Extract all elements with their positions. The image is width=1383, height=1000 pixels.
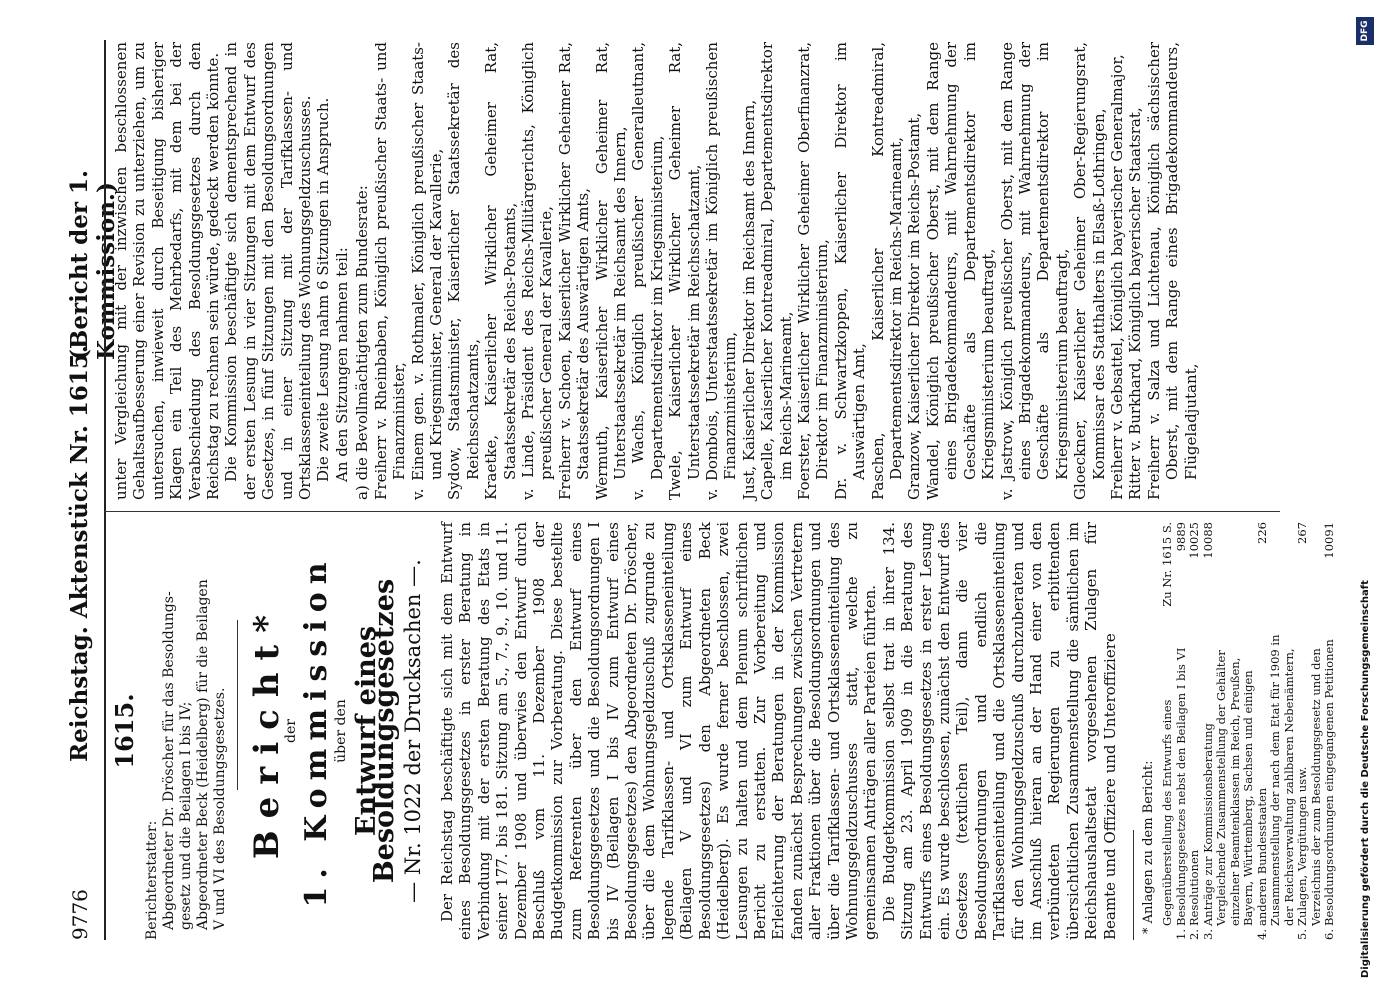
footnote-item <box>1310 522 1337 940</box>
page-number: 9776 <box>68 889 92 940</box>
list-item: Wandel, Königlich preußischer Oberst, mit dem Range eines Brigadekommandeurs, mit Wahrnehmung der Geschäfte als Departementsdirektor im Kriegsministerium beauftragt, <box>923 42 998 500</box>
footnote-page: 10091 <box>1322 522 1337 559</box>
list-item: Dr. v. Schwartzkoppen, Kaiserlicher Direktor im Auswärtigen Amt, <box>831 42 869 500</box>
footnote-page: 10025 <box>1187 522 1202 559</box>
footnote-number: 1. <box>1173 929 1188 940</box>
list-item: v. Dombois, Unterstaatssekretär im Königlich preußischen Finanzministerium, <box>703 42 740 500</box>
list-item: Granzow, Kaiserlicher Direktor im Reichs-Postamt, <box>905 112 924 500</box>
list-item: Gloeckner, Kaiserlicher Geheimer Ober-Regierungsrat, Kommissar des Statthalters in Elsaß-Lothringen, <box>1071 42 1108 500</box>
list-item: v. Linde, Präsident des Reichs-Militärgerichts, Königlich preußischer General der Kavallerie, <box>518 42 556 500</box>
footnote-rule <box>1133 830 1134 940</box>
footnote-list <box>1161 522 1337 940</box>
body-paragraph: Der Reichstag beschäftigte sich mit dem Entwurf eines Besoldungsgesetzes in erster Beratung in Verbindung mit der ersten Beratung des Etats in seiner 177. bis 181. Sitzung am 5., 7., 9., 10. und 11. Dezember 1908 und überwies den Entwurf durch Beschluß vom 11. Dezember 1908 der Budgetkommission zur Vorberatung. Diese bestellte zum Referenten über den Entwurf eines Besoldungsgesetzes und die Besoldungsordnungen I bis IV (Beilagen I bis IV zum Entwurf eines Besoldungsgesetzes) den Abgeordneten Dr. Dröscher, über die dem Wohnungsgeldzuschuß zugrunde zu legende Tarifklassen- und Ortsklasseneinteilung (Beilagen V und VI zum Entwurf eines Besoldungsgesetzes) den Abgeordneten Beck (Heidelberg). Es wurde ferner beschlossen, zwei Lesungen zu halten und dem Plenum schriftlichen Bericht zu erstatten. Zur Vorbereitung und Erleichterung der Beratungen in der Kommission fanden zunächst Besprechungen zwischen Vertretern aller Fraktionen über die Besoldungsordnungen und über die Tarifklassen- und Ortsklasseneinteilung des Wohnungsgeldzuschusses statt, welche zu gemeinsamen Anträgen aller Parteien führten. <box>438 522 880 940</box>
document-number: 1615. <box>110 693 139 769</box>
list-item: v. Einem gen. v. Rothmaler, Königlich preußischer Staats- und Kriegsminister, General der Kavallerie, <box>408 42 445 500</box>
reporter-line: V und VI des Besoldungsgesetzes. <box>212 687 228 930</box>
footnote-page: 267 <box>1295 522 1310 544</box>
list-heading: a) die Bevollmächtigten zum Bundesrate: <box>353 185 372 500</box>
member-list <box>372 42 1200 500</box>
footnote-item <box>1215 522 1269 940</box>
list-item: Freiherr v. Rheinbaben, Königlich preußischer Staats- und Finanzminister, <box>371 42 409 500</box>
footnote-item <box>1161 522 1188 940</box>
reporter-line: Abgeordneter Beck (Heidelberg) für die Beilagen <box>195 579 211 930</box>
footnote-number: 5. <box>1295 929 1310 940</box>
commission-title: 1. Kommission <box>299 554 334 908</box>
footnote-text: Verzeichnis der zum Besoldungsgesetz und den Besoldungsordnungen eingegangenen Petitionen <box>1308 639 1337 926</box>
footnote-page: Zu Nr. 1615 S. 9889 <box>1160 522 1188 607</box>
list-item: Just, Kaiserlicher Direktor im Reichsamt des Innern, <box>739 99 758 500</box>
left-column <box>112 522 1337 940</box>
list-item: Twele, Kaiserlicher Wirklicher Geheimer Rat, Unterstaatssekretär im Reichsschatzamt, <box>666 42 703 500</box>
footnote-item <box>1188 522 1202 940</box>
header-rule <box>104 40 106 940</box>
footnote-text: Resolutionen <box>1187 849 1202 926</box>
list-item: Kraetke, Kaiserlicher Wirklicher Geheimer Rat, Staatssekretär des Reichs-Postamts, <box>482 42 519 500</box>
body-paragraph: Die Budgetkommission selbst trat in ihrer 134. Sitzung am 23. April 1909 in die Beratung des Entwurfs eines Besoldungsgesetzes in erster Lesung ein. Es wurde beschlossen, zunächst den Entwurf des Gesetzes (textlichen Teil), dann die vier Besoldungsordnungen und endlich die Tarifklasseneinteilung und die Ortsklasseneinteilung für den Wohnungsgeldzuschuß durchzuberaten und im Anschluß hieran an der Hand einer von den verbündeten Regierungen zu erbittenden übersichtlichen Zusammenstellung die sämtlichen im Reichshaushaltsetat vorgesehenen Zulagen für Beamte und Offiziere und Unteroffiziere <box>879 522 1119 940</box>
list-item: Freiherr v. Schoen, Kaiserlicher Wirklicher Geheimer Rat, Staatssekretär des Auswärtigen Amts, <box>555 42 593 500</box>
footnote-page: 10088 <box>1200 522 1215 559</box>
list-item: Ritter v. Burkhard, Königlich bayerischer Staatsrat, <box>1126 107 1145 500</box>
footnote-text: Vergleichende Zusammenstellung der Gehälter einzelner Beamtenklassen im Reich, Preußen, Bayern, Württemberg, Sachsen und einigen anderen Bundesstaaten <box>1214 650 1269 926</box>
header-section: (Bericht der 1. Kommission.) <box>66 169 120 360</box>
report-title: Bericht* <box>247 602 287 860</box>
column-divider <box>104 511 1280 512</box>
section-rule <box>237 620 238 790</box>
digitization-caption <box>1360 0 1374 1000</box>
footnote-title: * Anlagen zu dem Bericht: <box>1141 760 1157 934</box>
title-ueber-den: über den <box>333 699 349 763</box>
title-der: der <box>283 719 299 743</box>
reporter-line: gesetz und die Beilagen I bis IV; <box>178 701 194 930</box>
body-paragraph: Die Kommission beschäftigte sich dementsprechend in der ersten Lesung in vier Sitzungen mit dem Entwurf des Gesetzes, in fünf Sitzungen mit den Besoldungsordnungen und in einer Sitzung mit der Tarifklassen- und Ortsklasseneinteilung des Wohnungsgeldzuschusses. <box>222 42 315 500</box>
footnote-page: 226 <box>1254 522 1269 544</box>
footnote-item <box>1202 522 1216 940</box>
body-paragraph: Die zweite Lesung nahm 6 Sitzungen in Anspruch. <box>314 97 333 482</box>
right-column <box>112 42 1200 500</box>
list-item: Wermuth, Kaiserlicher Wirklicher Geheimer Rat, Unterstaatssekretär im Reichsamt des Innern, <box>592 42 629 500</box>
footnote-text: Gegenüberstellung des Entwurfs eines Besoldungsgesetzes nebst den Beilagen I bis VI <box>1160 647 1188 926</box>
footnote-number: 4. <box>1254 929 1269 940</box>
digitization-text: Digitalisierung gefördert durch die Deutsche Forschungsgemeinschaft <box>1360 580 1371 978</box>
footnote-number: 2. <box>1187 929 1202 940</box>
list-item: Sydow, Staatsminister, Kaiserlicher Staatssekretär des Reichsschatzamts, <box>445 42 482 500</box>
footnote-number: 6. <box>1322 929 1337 940</box>
list-item: v. Jastrow, Königlich preußischer Oberst, mit dem Range eines Brigadekommandeurs, mit Wahrnehmung der Geschäfte als Departementsdirektor im Kriegsministerium beauftragt, <box>997 42 1071 500</box>
dfg-logo: DFG <box>1356 17 1374 45</box>
page-header <box>62 40 120 940</box>
footnote-text: Anträge zur Kommissionsberatung <box>1200 723 1215 926</box>
footnote-text: Zusammenstellung der nach dem Etat für 1909 in der Reichsverwaltung zahlbaren Nebenämtern, Zulagen, Vergütungen usw. <box>1268 634 1310 926</box>
footnote-number: 3. <box>1200 929 1215 940</box>
reporter-line: Abgeordneter Dr. Dröscher für das Besoldungs- <box>161 591 177 930</box>
body-paragraph: unter Vergleichung mit der inzwischen beschlossenen Gehaltsaufbesserung einer Revision zu unterziehen, um zu untersuchen, inwieweit durch Beseitigung bisheriger Klagen ein Teil des Mehrbedarfs, mit dem bei der Verabschiedung des Besoldungsgesetzes durch den Reichstag zu rechnen sein würde, gedeckt werden könnte. <box>112 42 223 500</box>
list-item: v. Wachs, Königlich preußischer Generalleutnant, Departementsdirektor im Kriegsministerium, <box>629 42 666 500</box>
list-item: Capelle, Kaiserlicher Kontreadmiral, Departementsdirektor im Reichs-Marineamt, <box>758 42 795 500</box>
bill-title: Entwurf eines Besoldungsgesetzes <box>351 578 400 884</box>
reporters-block <box>144 522 229 940</box>
body-paragraph: An den Sitzungen nahmen teil: <box>332 247 351 482</box>
footnote-item <box>1269 522 1310 940</box>
list-item: Paschen, Kaiserlicher Kontreadmiral, Departementsdirektor im Reichs-Marineamt, <box>868 42 906 500</box>
header-title: Reichstag. Aktenstück Nr. 1615. <box>66 345 93 762</box>
list-item: Foerster, Kaiserlicher Wirklicher Geheimer Oberfinanzrat, Direktor im Finanzministerium, <box>795 42 832 500</box>
list-item: Freiherr v. Gebsattel, Königlich bayerischer Generalmajor, <box>1107 54 1126 500</box>
reporters-label: Berichterstatter: <box>144 820 160 940</box>
list-item: Freiherr v. Salza und Lichtenau, Königlich sächsischer Oberst, mit dem Range eines Brigadekommandeurs, Flügeladjutant, <box>1144 42 1200 500</box>
drucksachen-ref: — Nr. 1022 der Drucksachen —. <box>401 559 425 903</box>
